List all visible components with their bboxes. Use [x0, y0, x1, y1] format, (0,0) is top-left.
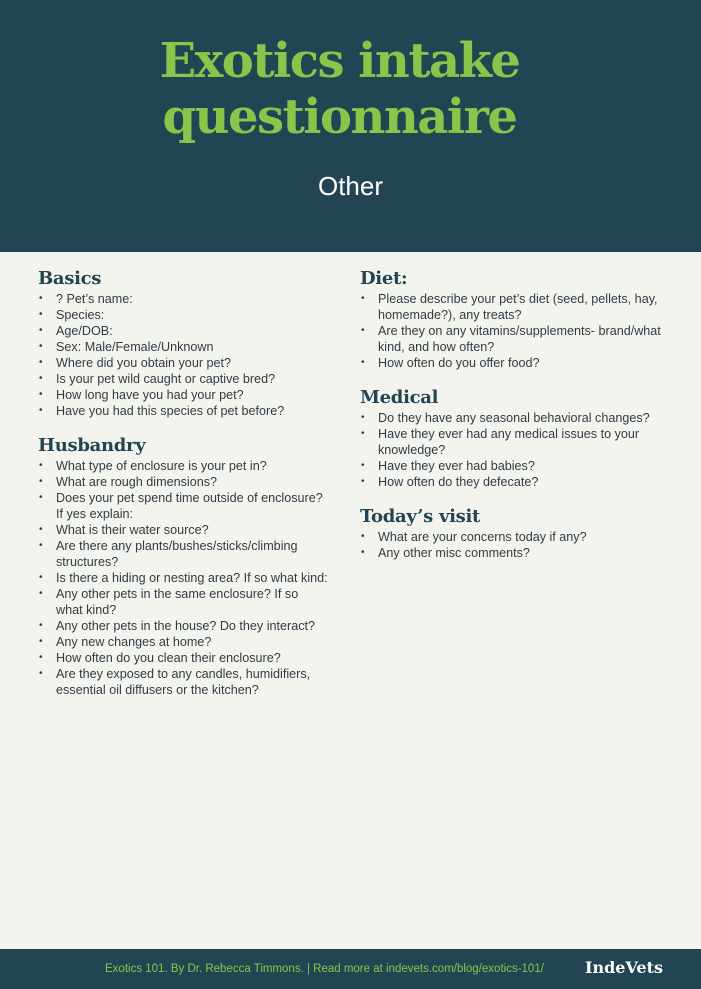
- section-heading: Today’s visit: [360, 506, 481, 527]
- question-item: • Do they have any seasonal behavioral changes?: [360, 410, 680, 426]
- question-list: [38, 291, 328, 419]
- question-item: • Is your pet wild caught or captive bred?: [38, 371, 328, 387]
- title-line-1: Exotics intake: [159, 33, 520, 89]
- page-subtitle: Other: [317, 171, 384, 201]
- question-item: • How often do they defecate?: [360, 474, 680, 490]
- right-column: [360, 268, 680, 577]
- question-item: • Have they ever had any medical issues to your knowledge?: [360, 426, 680, 458]
- section-heading: Diet:: [360, 268, 408, 289]
- question-item: • How often do you offer food?: [360, 355, 680, 371]
- section-heading: Medical: [360, 387, 439, 408]
- footer-bar: [0, 949, 701, 989]
- question-item: • What are rough dimensions?: [38, 474, 328, 490]
- question-item: • Does your pet spend time outside of enclosure? If yes explain:: [38, 490, 328, 522]
- question-list: [360, 529, 680, 561]
- section-heading: Husbandry: [38, 435, 146, 456]
- question-item: • How long have you had your pet?: [38, 387, 328, 403]
- question-list: [38, 458, 328, 698]
- question-item: • What are your concerns today if any?: [360, 529, 680, 545]
- brand-logo: IndeVets: [585, 958, 664, 977]
- question-item: • Are they on any vitamins/supplements- brand/what kind, and how often?: [360, 323, 680, 355]
- question-item: • What is their water source?: [38, 522, 328, 538]
- section-diet: [360, 268, 680, 371]
- question-item: • What type of enclosure is your pet in?: [38, 458, 328, 474]
- question-item: • Are they exposed to any candles, humidifiers, essential oil diffusers or the kitchen?: [38, 666, 328, 698]
- section-medical: [360, 387, 680, 490]
- question-item: • Any new changes at home?: [38, 634, 328, 650]
- question-item: • Species:: [38, 307, 328, 323]
- question-list: [360, 291, 680, 371]
- section-today-s-visit: [360, 506, 680, 561]
- question-item: • Sex: Male/Female/Unknown: [38, 339, 328, 355]
- question-item: • Any other misc comments?: [360, 545, 680, 561]
- question-item: • Any other pets in the house? Do they interact?: [38, 618, 328, 634]
- question-item: • Have they ever had babies?: [360, 458, 680, 474]
- question-list: [360, 410, 680, 490]
- section-heading: Basics: [38, 268, 102, 289]
- question-item: • Age/DOB:: [38, 323, 328, 339]
- footer-credit: Exotics 101. By Dr. Rebecca Timmons. | Read more at indevets.com/blog/exotics-101/: [105, 963, 544, 975]
- question-item: • Please describe your pet’s diet (seed, pellets, hay, homemade?), any treats?: [360, 291, 680, 323]
- header-banner: [0, 0, 701, 252]
- section-husbandry: [38, 435, 328, 698]
- title-line-2: questionnaire: [162, 89, 517, 145]
- question-item: • Any other pets in the same enclosure? If so what kind?: [38, 586, 328, 618]
- question-item: • Is there a hiding or nesting area? If so what kind:: [38, 570, 328, 586]
- left-column: [38, 268, 328, 714]
- question-item: • Have you had this species of pet before?: [38, 403, 328, 419]
- section-basics: [38, 268, 328, 419]
- question-item: • How often do you clean their enclosure?: [38, 650, 328, 666]
- page-title: [0, 33, 701, 145]
- question-item: • Are there any plants/bushes/sticks/climbing structures?: [38, 538, 328, 570]
- question-item: • Where did you obtain your pet?: [38, 355, 328, 371]
- question-item: • ? Pet’s name:: [38, 291, 328, 307]
